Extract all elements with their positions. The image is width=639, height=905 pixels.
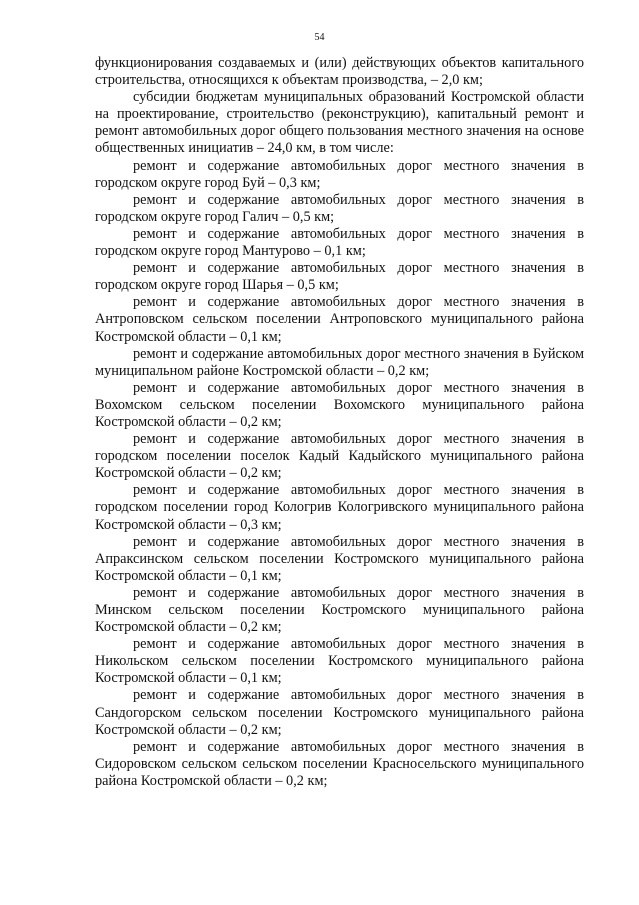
list-item-nikolskoe: ремонт и содержание автомобильных дорог местного значения в Никольском сельском поселении Костромского муниципального района Костромской области – 0,1 км; — [95, 636, 584, 687]
list-item-minskoe: ремонт и содержание автомобильных дорог местного значения в Минском сельском поселении Костромского муниципального района Костромской области – 0,2 км; — [95, 584, 584, 636]
list-item-sidorovskoe: ремонт и содержание автомобильных дорог местного значения в Сидоровском сельском сельском поселении Красносельского муниципального района Костромской области – 0,2 км; — [95, 738, 584, 789]
list-item-buisky-district: ремонт и содержание автомобильных дорог местного значения в Буйском муниципальном районе Костромской области – 0,2 км; — [95, 345, 584, 379]
paragraph-subsidies: субсидии бюджетам муниципальных образований Костромской области на проектирование, строительство (реконструкцию), капитальный ремонт и ремонт автомобильных дорог общего пользования местного значения на основе общественных инициатив – 24,0 км, в том числе: — [95, 89, 584, 157]
list-item-apraksino: ремонт и содержание автомобильных дорог местного значения в Апраксинском сельском поселении Костромского муниципального района Костромской области – 0,1 км; — [95, 533, 584, 584]
list-item-antropovo: ремонт и содержание автомобильных дорог местного значения в Антроповском сельском поселении Антроповского муниципального района Костромской области – 0,1 км; — [95, 294, 584, 345]
list-item-kologriv: ремонт и содержание автомобильных дорог местного значения в городском поселении город Кологрив Кологривского муниципального района Костромской области – 0,3 км; — [95, 482, 584, 533]
document-body — [95, 55, 584, 790]
list-item-vokhma: ремонт и содержание автомобильных дорог местного значения в Вохомском сельском поселении Вохомского муниципального района Костромской области – 0,2 км; — [95, 379, 584, 430]
list-item-kadyi: ремонт и содержание автомобильных дорог местного значения в городском поселении поселок Кадый Кадыйского муниципального района Костромской области – 0,2 км; — [95, 431, 584, 482]
list-item-manturovo: ремонт и содержание автомобильных дорог местного значения в городском округе город Мантурово – 0,1 км; — [95, 225, 584, 260]
paragraph-continuation: функционирования создаваемых и (или) действующих объектов капитального строительства, относящихся к объектам производства, – 2,0 км; — [95, 55, 584, 89]
list-item-bui: ремонт и содержание автомобильных дорог местного значения в городском округе город Буй – 0,3 км; — [95, 157, 584, 191]
list-item-sandogora: ремонт и содержание автомобильных дорог местного значения в Сандогорском сельском поселении Костромского муниципального района Костромской области – 0,2 км; — [95, 687, 584, 738]
list-item-sharya: ремонт и содержание автомобильных дорог местного значения в городском округе город Шарья – 0,5 км; — [95, 260, 584, 294]
list-item-galich: ремонт и содержание автомобильных дорог местного значения в городском округе город Галич – 0,5 км; — [95, 191, 584, 225]
page-number: 54 — [314, 32, 325, 43]
